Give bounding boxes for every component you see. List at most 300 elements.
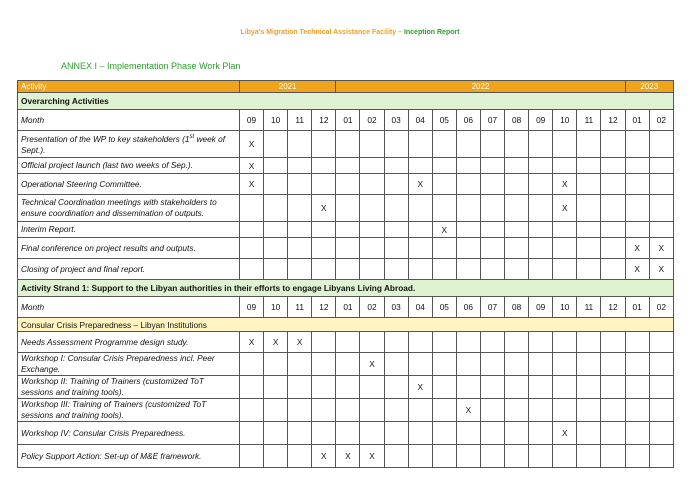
schedule-cell — [456, 158, 480, 174]
schedule-cell: X — [360, 445, 384, 468]
month-cell: 02 — [360, 297, 384, 318]
schedule-cell — [505, 174, 529, 195]
schedule-cell — [577, 332, 601, 353]
activity-label-text: Interim Report. — [21, 224, 76, 234]
schedule-cell — [384, 195, 408, 222]
schedule-cell — [649, 422, 673, 445]
month-cell: 10 — [553, 297, 577, 318]
schedule-cell — [553, 158, 577, 174]
schedule-cell — [505, 195, 529, 222]
schedule-cell — [505, 353, 529, 376]
schedule-cell: X — [264, 332, 288, 353]
schedule-cell — [649, 131, 673, 158]
schedule-cell — [360, 174, 384, 195]
month-cell: 10 — [264, 297, 288, 318]
schedule-cell — [456, 445, 480, 468]
schedule-cell — [360, 131, 384, 158]
schedule-cell — [360, 399, 384, 422]
schedule-cell — [360, 158, 384, 174]
schedule-cell — [288, 174, 312, 195]
activity-label-text: Official project launch (last two weeks of Sep.). — [21, 160, 194, 170]
month-cell: 09 — [529, 297, 553, 318]
schedule-cell: X — [432, 222, 456, 238]
schedule-cell — [239, 238, 263, 259]
activity-row — [18, 332, 674, 353]
schedule-cell — [505, 422, 529, 445]
activity-label — [18, 332, 240, 353]
schedule-cell — [625, 158, 649, 174]
schedule-cell — [529, 399, 553, 422]
schedule-cell — [264, 376, 288, 399]
schedule-cell — [625, 445, 649, 468]
schedule-cell — [384, 422, 408, 445]
schedule-cell — [408, 222, 432, 238]
schedule-cell — [577, 238, 601, 259]
schedule-cell — [408, 332, 432, 353]
year-header-2021: 2021 — [239, 81, 335, 93]
schedule-cell — [264, 259, 288, 280]
schedule-cell — [625, 399, 649, 422]
month-cell: 02 — [649, 110, 673, 131]
schedule-cell — [336, 259, 360, 280]
activity-label-text: Operational Steering Committee. — [21, 178, 142, 189]
schedule-cell — [312, 131, 336, 158]
schedule-cell — [384, 445, 408, 468]
schedule-cell — [288, 422, 312, 445]
schedule-cell — [239, 222, 263, 238]
month-cell: 02 — [649, 297, 673, 318]
schedule-cell — [505, 222, 529, 238]
work-plan-table — [17, 80, 674, 468]
schedule-cell — [408, 238, 432, 259]
activity-header: Activity — [18, 81, 240, 93]
schedule-cell — [288, 195, 312, 222]
schedule-cell — [264, 445, 288, 468]
schedule-cell: X — [288, 332, 312, 353]
schedule-cell — [625, 422, 649, 445]
schedule-cell — [480, 332, 504, 353]
schedule-cell — [601, 131, 625, 158]
schedule-cell — [264, 238, 288, 259]
schedule-cell — [288, 376, 312, 399]
schedule-cell — [432, 259, 456, 280]
activity-label — [18, 174, 240, 195]
section-strand-1-title: Activity Strand 1: Support to the Libyan authorities in their efforts to engage Libyans Living Abroad. — [18, 280, 674, 297]
schedule-cell — [456, 195, 480, 222]
schedule-cell — [384, 131, 408, 158]
schedule-cell — [336, 332, 360, 353]
schedule-cell — [336, 376, 360, 399]
schedule-cell — [312, 332, 336, 353]
schedule-cell — [336, 238, 360, 259]
schedule-cell — [360, 332, 384, 353]
schedule-cell — [529, 222, 553, 238]
activity-row — [18, 259, 674, 280]
month-cell: 07 — [480, 297, 504, 318]
schedule-cell — [553, 259, 577, 280]
schedule-cell: X — [239, 174, 263, 195]
schedule-cell: X — [312, 195, 336, 222]
schedule-cell — [456, 259, 480, 280]
activity-label-text: Technical Coordination meetings with stakeholders to ensure coordination and dissemination of outputs. — [21, 197, 217, 218]
schedule-cell — [456, 332, 480, 353]
schedule-cell — [649, 222, 673, 238]
activity-label-text: Workshop IV: Consular Crisis Preparedness. — [21, 427, 186, 438]
schedule-cell — [601, 399, 625, 422]
month-cell: 09 — [239, 297, 263, 318]
schedule-cell — [384, 222, 408, 238]
schedule-cell — [601, 238, 625, 259]
schedule-cell — [577, 174, 601, 195]
schedule-cell: X — [456, 399, 480, 422]
schedule-cell — [625, 195, 649, 222]
schedule-cell — [312, 422, 336, 445]
schedule-cell — [264, 174, 288, 195]
schedule-cell — [505, 158, 529, 174]
schedule-cell — [360, 376, 384, 399]
year-header-2022: 2022 — [336, 81, 625, 93]
schedule-cell — [384, 353, 408, 376]
schedule-cell — [239, 399, 263, 422]
schedule-cell — [312, 158, 336, 174]
schedule-cell — [456, 238, 480, 259]
schedule-cell: X — [239, 332, 263, 353]
schedule-cell: X — [625, 238, 649, 259]
activity-label-text: Workshop II: Training of Trainers (customized ToT sessions and training tools). — [21, 376, 204, 397]
header-separator: – — [396, 29, 404, 36]
activity-label-text: Needs Assessment Programme design study. — [21, 336, 189, 347]
schedule-cell — [505, 376, 529, 399]
schedule-cell — [649, 353, 673, 376]
schedule-cell — [264, 353, 288, 376]
schedule-cell: X — [312, 445, 336, 468]
schedule-cell: X — [336, 445, 360, 468]
schedule-cell — [264, 399, 288, 422]
schedule-cell — [601, 445, 625, 468]
activity-label — [18, 222, 240, 238]
schedule-cell — [336, 195, 360, 222]
schedule-cell — [480, 131, 504, 158]
schedule-cell — [553, 353, 577, 376]
month-cell: 01 — [336, 297, 360, 318]
activity-label-end: week of Sept.). — [21, 133, 226, 155]
schedule-cell — [288, 445, 312, 468]
month-cell: 03 — [384, 297, 408, 318]
schedule-cell — [625, 222, 649, 238]
schedule-cell — [625, 174, 649, 195]
schedule-cell — [505, 259, 529, 280]
month-cell: 04 — [408, 297, 432, 318]
year-header-row — [18, 81, 674, 93]
schedule-cell — [239, 195, 263, 222]
annex-title: ANNEX I – Implementation Phase Work Plan — [61, 61, 241, 71]
schedule-cell — [456, 131, 480, 158]
activity-label-superscript: st — [189, 134, 195, 141]
schedule-cell — [456, 353, 480, 376]
schedule-cell — [288, 399, 312, 422]
month-cell: 05 — [432, 110, 456, 131]
schedule-cell: X — [553, 174, 577, 195]
schedule-cell: X — [360, 353, 384, 376]
schedule-cell — [336, 399, 360, 422]
schedule-cell — [480, 158, 504, 174]
schedule-cell — [529, 422, 553, 445]
schedule-cell — [577, 445, 601, 468]
schedule-cell — [601, 259, 625, 280]
schedule-cell — [239, 353, 263, 376]
schedule-cell — [577, 422, 601, 445]
month-cell: 11 — [577, 297, 601, 318]
schedule-cell — [360, 259, 384, 280]
schedule-cell: X — [649, 238, 673, 259]
month-cell: 11 — [288, 110, 312, 131]
year-header-2023: 2023 — [625, 81, 673, 93]
month-cell: 01 — [625, 297, 649, 318]
schedule-cell — [601, 195, 625, 222]
activity-row — [18, 158, 674, 174]
month-label: Month — [18, 297, 240, 318]
schedule-cell — [432, 174, 456, 195]
schedule-cell — [384, 158, 408, 174]
schedule-cell — [577, 353, 601, 376]
month-cell: 11 — [577, 110, 601, 131]
activity-label-text: Closing of project and final report. — [21, 263, 146, 274]
month-cell: 02 — [360, 110, 384, 131]
schedule-cell — [312, 238, 336, 259]
schedule-cell — [577, 195, 601, 222]
schedule-cell — [480, 422, 504, 445]
schedule-cell: X — [408, 376, 432, 399]
schedule-cell — [529, 195, 553, 222]
schedule-cell — [480, 259, 504, 280]
schedule-cell — [239, 259, 263, 280]
schedule-cell — [553, 445, 577, 468]
activity-label-text: Presentation of the WP to key stakeholders (1 — [21, 133, 190, 144]
schedule-cell — [529, 445, 553, 468]
section-overarching-title: Overarching Activities — [18, 93, 674, 110]
schedule-cell — [408, 158, 432, 174]
work-plan-body — [18, 81, 674, 468]
month-header-row — [18, 297, 674, 318]
header-title: Libya's Migration Technical Assistance Facility — [240, 29, 397, 36]
schedule-cell — [360, 238, 384, 259]
schedule-cell — [336, 131, 360, 158]
activity-row — [18, 222, 674, 238]
schedule-cell — [480, 399, 504, 422]
month-cell: 01 — [625, 110, 649, 131]
schedule-cell — [336, 174, 360, 195]
schedule-cell — [408, 353, 432, 376]
schedule-cell — [288, 158, 312, 174]
activity-label — [18, 445, 240, 468]
schedule-cell — [336, 222, 360, 238]
schedule-cell — [456, 376, 480, 399]
schedule-cell — [312, 222, 336, 238]
schedule-cell — [649, 445, 673, 468]
schedule-cell — [553, 222, 577, 238]
schedule-cell — [312, 399, 336, 422]
activity-label — [18, 158, 240, 174]
schedule-cell — [553, 376, 577, 399]
schedule-cell — [432, 238, 456, 259]
schedule-cell — [480, 222, 504, 238]
schedule-cell — [432, 399, 456, 422]
schedule-cell — [408, 399, 432, 422]
schedule-cell — [288, 222, 312, 238]
activity-row — [18, 238, 674, 259]
schedule-cell — [601, 332, 625, 353]
activity-row — [18, 422, 674, 445]
schedule-cell — [288, 353, 312, 376]
schedule-cell — [553, 131, 577, 158]
schedule-cell: X — [625, 259, 649, 280]
schedule-cell — [577, 158, 601, 174]
activity-label — [18, 259, 240, 280]
month-cell: 10 — [553, 110, 577, 131]
month-cell: 12 — [601, 110, 625, 131]
schedule-cell — [264, 131, 288, 158]
month-cell: 01 — [336, 110, 360, 131]
activity-label-text: Workshop III: Training of Trainers (customized ToT sessions and training tools). — [21, 399, 207, 420]
schedule-cell — [432, 195, 456, 222]
schedule-cell — [649, 376, 673, 399]
schedule-cell — [456, 422, 480, 445]
schedule-cell — [601, 376, 625, 399]
schedule-cell — [625, 376, 649, 399]
schedule-cell — [432, 376, 456, 399]
schedule-cell — [336, 422, 360, 445]
schedule-cell — [601, 353, 625, 376]
activity-label — [18, 195, 240, 222]
schedule-cell — [480, 445, 504, 468]
schedule-cell — [625, 131, 649, 158]
schedule-cell: X — [239, 158, 263, 174]
schedule-cell — [480, 238, 504, 259]
subsection-title: Consular Crisis Preparedness – Libyan Institutions — [18, 318, 674, 332]
activity-row — [18, 131, 674, 158]
schedule-cell — [649, 195, 673, 222]
schedule-cell — [384, 259, 408, 280]
schedule-cell — [625, 332, 649, 353]
schedule-cell — [529, 259, 553, 280]
schedule-cell — [264, 422, 288, 445]
schedule-cell — [553, 238, 577, 259]
activity-row — [18, 399, 674, 422]
header-subtitle: Inception Report — [403, 29, 460, 36]
activity-row — [18, 174, 674, 195]
schedule-cell — [432, 422, 456, 445]
schedule-cell — [505, 445, 529, 468]
schedule-cell — [601, 158, 625, 174]
schedule-cell — [649, 399, 673, 422]
month-cell: 09 — [239, 110, 263, 131]
month-cell: 08 — [505, 297, 529, 318]
month-header-row — [18, 110, 674, 131]
schedule-cell — [529, 174, 553, 195]
schedule-cell — [360, 195, 384, 222]
activity-label-text: Policy Support Action: Set-up of M&E framework. — [21, 450, 202, 461]
schedule-cell — [625, 353, 649, 376]
schedule-cell — [239, 376, 263, 399]
schedule-cell — [408, 259, 432, 280]
schedule-cell — [408, 195, 432, 222]
month-cell: 11 — [288, 297, 312, 318]
activity-label — [18, 399, 240, 422]
schedule-cell — [432, 445, 456, 468]
schedule-cell — [336, 158, 360, 174]
schedule-cell — [480, 174, 504, 195]
month-cell: 10 — [264, 110, 288, 131]
activity-row — [18, 376, 674, 399]
activity-label — [18, 238, 240, 259]
schedule-cell — [312, 376, 336, 399]
schedule-cell — [384, 376, 408, 399]
schedule-cell — [264, 158, 288, 174]
schedule-cell — [239, 445, 263, 468]
schedule-cell — [529, 131, 553, 158]
activity-label — [18, 131, 240, 158]
schedule-cell — [649, 174, 673, 195]
schedule-cell — [312, 353, 336, 376]
document-header — [0, 29, 700, 36]
schedule-cell — [601, 422, 625, 445]
schedule-cell — [577, 131, 601, 158]
schedule-cell — [505, 399, 529, 422]
activity-row — [18, 353, 674, 376]
month-cell: 05 — [432, 297, 456, 318]
schedule-cell — [529, 353, 553, 376]
schedule-cell — [408, 445, 432, 468]
schedule-cell — [312, 174, 336, 195]
schedule-cell — [553, 399, 577, 422]
month-cell: 09 — [529, 110, 553, 131]
schedule-cell — [529, 376, 553, 399]
activity-row — [18, 445, 674, 468]
month-cell: 04 — [408, 110, 432, 131]
month-cell: 07 — [480, 110, 504, 131]
schedule-cell — [360, 422, 384, 445]
schedule-cell — [384, 399, 408, 422]
schedule-cell — [408, 422, 432, 445]
schedule-cell — [432, 332, 456, 353]
schedule-cell — [264, 195, 288, 222]
schedule-cell — [529, 332, 553, 353]
month-cell: 12 — [312, 110, 336, 131]
schedule-cell — [601, 174, 625, 195]
activity-label-text: Workshop I: Consular Crisis Preparedness incl. Peer Exchange. — [21, 353, 215, 374]
schedule-cell: X — [408, 174, 432, 195]
schedule-cell — [384, 174, 408, 195]
schedule-cell — [505, 332, 529, 353]
month-cell: 03 — [384, 110, 408, 131]
schedule-cell — [384, 332, 408, 353]
month-label: Month — [18, 110, 240, 131]
schedule-cell: X — [553, 195, 577, 222]
schedule-cell: X — [649, 259, 673, 280]
schedule-cell: X — [239, 131, 263, 158]
schedule-cell — [336, 353, 360, 376]
schedule-cell — [505, 238, 529, 259]
schedule-cell — [288, 238, 312, 259]
schedule-cell — [288, 131, 312, 158]
activity-label — [18, 422, 240, 445]
schedule-cell — [432, 353, 456, 376]
schedule-cell — [529, 238, 553, 259]
schedule-cell — [384, 238, 408, 259]
schedule-cell — [553, 332, 577, 353]
month-cell: 06 — [456, 297, 480, 318]
schedule-cell: X — [553, 422, 577, 445]
